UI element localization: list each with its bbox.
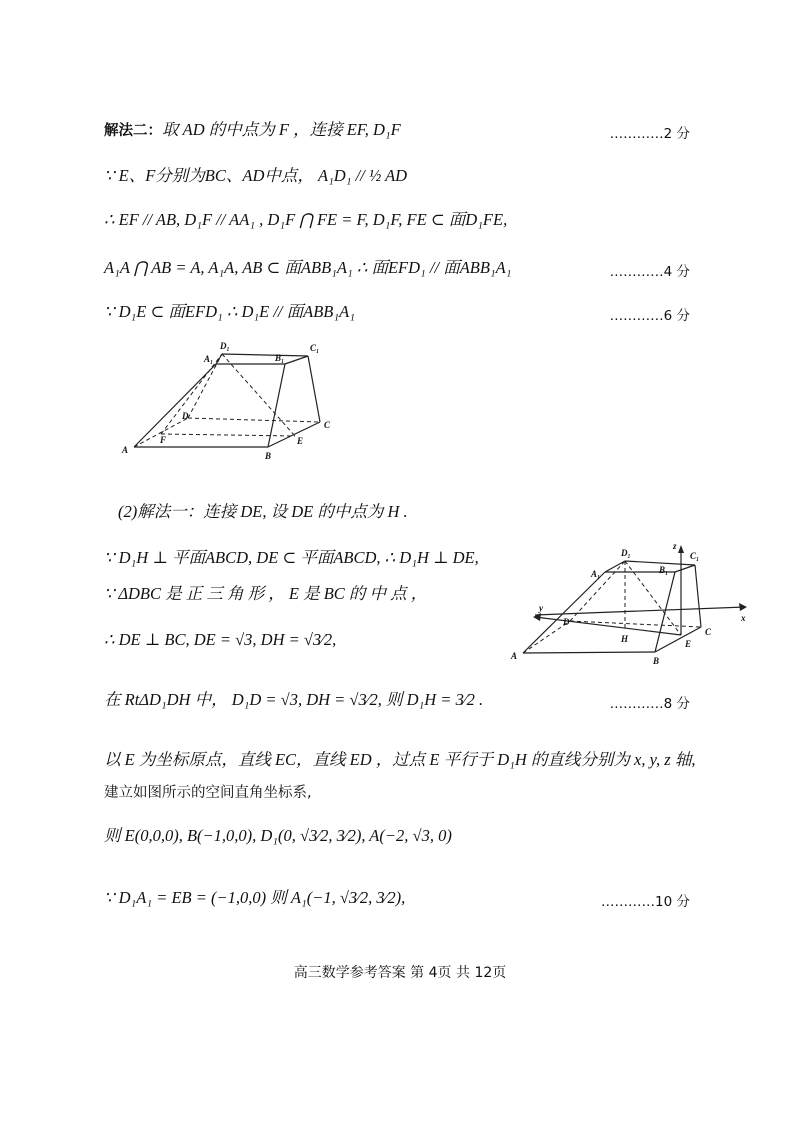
solution2-label: 解法二：: [104, 123, 162, 139]
part2-line6: 建立如图所示的空间直角坐标系,: [104, 785, 312, 801]
part2-line1: ∵ D₁H ⊥ 平面ABCD, DE ⊂ 平面ABCD, ∴ D₁H ⊥ DE,: [104, 548, 479, 567]
edge-D1C1: [222, 354, 308, 356]
edge-A1D1: [605, 561, 625, 572]
label-z: z: [673, 541, 677, 551]
seg-FD1: [161, 354, 222, 434]
label-E: E: [685, 639, 692, 649]
figure-prism-1: [110, 335, 350, 465]
label-D: D: [182, 411, 189, 421]
label-A: A: [511, 651, 518, 661]
edge-CC1: [695, 565, 701, 627]
edge-B1C1: [675, 565, 695, 572]
score-10: …………10 分: [601, 894, 690, 910]
label-D1: D₁: [621, 548, 631, 558]
label-B1: B₁: [659, 565, 669, 575]
part2-line8: ∵ D₁A₁ = EB = (−1,0,0) 则 A₁(−1, √3⁄2, 3⁄2),: [104, 888, 406, 907]
figure-prism-2: [505, 535, 755, 670]
label-B: B: [265, 451, 272, 461]
label-B1: B₁: [275, 353, 285, 363]
part2-header: (2)解法一：连接 DE, 设 DE 的中点为 H .: [118, 502, 408, 521]
label-F: F: [160, 435, 167, 445]
label-A: A: [122, 445, 129, 455]
solution2-line3: ∴ EF // AB, D₁F // AA₁ , D₁F ⋂ FE = F, D₁F, FE ⊂ 面D₁FE,: [104, 210, 508, 229]
label-x: x: [741, 613, 746, 623]
part2-line7: 则 E(0,0,0), B(−1,0,0), D₁(0, √3⁄2, 3⁄2), A(−2, √3, 0): [104, 826, 452, 845]
label-E: E: [297, 436, 304, 446]
solution2-line1-text: 取 AD 的中点为 F ，连接 EF, D₁F: [162, 120, 401, 139]
arrow-z: [678, 545, 684, 553]
solution2-line5: ∵ D₁E ⊂ 面EFD₁ ∴ D₁E // 面ABB₁A₁: [104, 302, 355, 321]
edge-BB1: [655, 572, 675, 652]
score-4: …………4 分: [609, 264, 690, 280]
seg-FE: [161, 434, 295, 436]
edge-B1C1: [285, 356, 308, 364]
arrow-y: [533, 613, 541, 621]
label-A1: A₁: [591, 569, 601, 579]
page-footer: 高三数学参考答案 第 4页 共 12页: [293, 965, 507, 981]
edge-DC: [188, 418, 320, 422]
label-A1: A₁: [204, 354, 214, 364]
edge-AB: [523, 652, 655, 653]
solution2-line1: [104, 120, 401, 140]
axis-x: [535, 607, 745, 615]
solution2-line2: ∵ E、F分别为BC、AD中点， A₁D₁ // ½ AD: [104, 166, 408, 185]
label-D: D: [563, 617, 570, 627]
label-y: y: [539, 603, 543, 613]
label-C1: C₁: [690, 551, 700, 561]
arrow-x: [739, 603, 747, 611]
label-C: C: [705, 627, 712, 637]
label-B: B: [653, 656, 660, 666]
edge-CC1: [308, 356, 320, 422]
axis-y: [535, 617, 681, 635]
label-C: C: [324, 420, 331, 430]
score-2: …………2 分: [609, 126, 690, 142]
part2-line2: ∵ ΔDBC 是 正 三 角 形 ， E 是 BC 的 中 点 ，: [104, 584, 428, 603]
label-D1: D₁: [220, 341, 230, 351]
part2-line3: ∴ DE ⊥ BC, DE = √3, DH = √3⁄2,: [104, 630, 337, 649]
label-H: H: [621, 634, 629, 644]
score-6: …………6 分: [609, 308, 690, 324]
solution2-line4: A₁A ⋂ AB = A, A₁A, AB ⊂ 面ABB₁A₁ ∴ 面EFD₁ // 面ABB₁A₁: [104, 258, 512, 277]
edge-BB1: [268, 364, 285, 447]
score-8: …………8 分: [609, 696, 690, 712]
part2-line5: 以 E 为坐标原点，直线 EC，直线 ED ，过点 E 平行于 D₁H 的直线分别为 x, y, z 轴,: [104, 750, 696, 769]
label-C1: C₁: [310, 343, 320, 353]
part2-line4: 在 RtΔD₁DH 中， D₁D = √3, DH = √3⁄2, 则 D₁H = 3⁄2 .: [104, 690, 484, 709]
